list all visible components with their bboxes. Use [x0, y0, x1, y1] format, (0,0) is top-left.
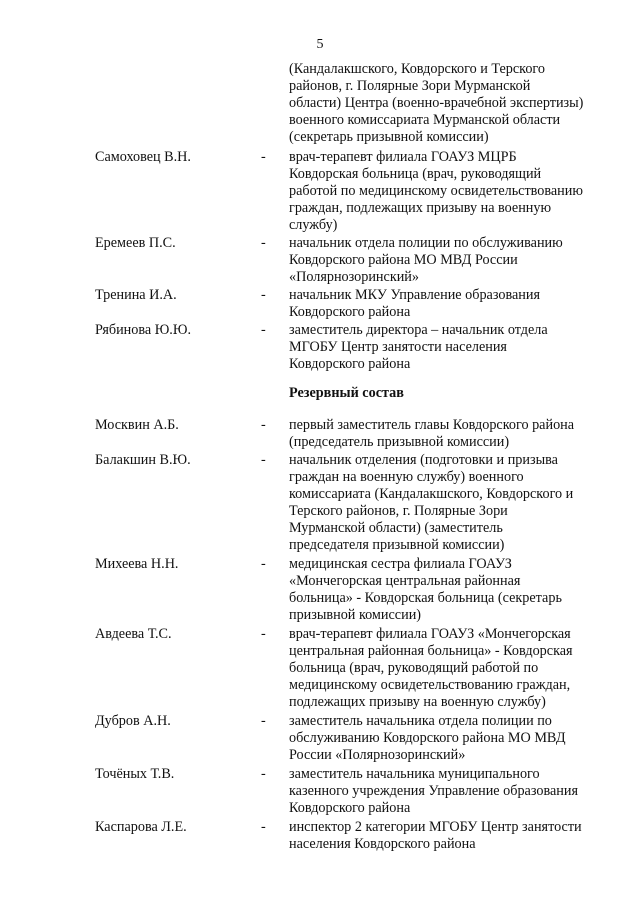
- member-description-line: Ковдорская больница (врач, руководящий: [289, 166, 542, 182]
- reserve-member-description-line: инспектор 2 категории МГОБУ Центр занятости: [289, 819, 582, 835]
- intro-line: области) Центра (военно-врачебной экспертизы): [289, 95, 584, 111]
- member-description-line: службу): [289, 217, 338, 233]
- reserve-member-description-line: заместитель начальника муниципального: [289, 766, 540, 782]
- reserve-member-description-line: начальник отделения (подготовки и призыва: [289, 452, 558, 468]
- reserve-member-description-line: населения Ковдорского района: [289, 836, 476, 852]
- member-name: Рябинова Ю.Ю.: [95, 322, 191, 338]
- member-name: Самоховец В.Н.: [95, 149, 191, 165]
- member-description-line: МГОБУ Центр занятости населения: [289, 339, 507, 355]
- reserve-member-description-line: России «Полярнозоринский»: [289, 747, 466, 763]
- reserve-member-name: Михеева Н.Н.: [95, 556, 179, 572]
- member-description-line: работой по медицинскому освидетельствованию: [289, 183, 583, 199]
- reserve-member-dash: -: [261, 556, 266, 572]
- reserve-member-dash: -: [261, 713, 266, 729]
- intro-line: районов, г. Полярные Зори Мурманской: [289, 78, 531, 94]
- intro-line: (секретарь призывной комиссии): [289, 129, 489, 145]
- reserve-member-dash: -: [261, 417, 266, 433]
- reserve-heading: Резервный состав: [289, 385, 404, 401]
- reserve-member-name: Балакшин В.Ю.: [95, 452, 191, 468]
- member-description-line: начальник отдела полиции по обслуживанию: [289, 235, 563, 251]
- reserve-member-name: Точёных Т.В.: [95, 766, 175, 782]
- reserve-member-description-line: Мурманской области) (заместитель: [289, 520, 503, 536]
- reserve-member-description-line: казенного учреждения Управление образования: [289, 783, 578, 799]
- member-dash: -: [261, 235, 266, 251]
- intro-line: (Кандалакшского, Ковдорского и Терского: [289, 61, 545, 77]
- reserve-member-description-line: призывной комиссии): [289, 607, 422, 623]
- member-dash: -: [261, 287, 266, 303]
- member-description-line: заместитель директора – начальник отдела: [289, 322, 548, 338]
- member-description-line: Ковдорского района: [289, 304, 411, 320]
- reserve-member-dash: -: [261, 626, 266, 642]
- member-description-line: начальник МКУ Управление образования: [289, 287, 540, 303]
- reserve-member-description-line: первый заместитель главы Ковдорского района: [289, 417, 575, 433]
- reserve-member-description-line: подлежащих призыву на военную службу): [289, 694, 546, 710]
- reserve-member-description-line: медицинскому освидетельствованию граждан,: [289, 677, 571, 693]
- member-dash: -: [261, 149, 266, 165]
- member-dash: -: [261, 322, 266, 338]
- member-description-line: врач-терапевт филиала ГОАУЗ МЦРБ: [289, 149, 517, 165]
- reserve-member-description-line: медицинская сестра филиала ГОАУЗ: [289, 556, 512, 572]
- reserve-member-description-line: председателя призывной комиссии): [289, 537, 505, 553]
- reserve-member-description-line: Терского районов, г. Полярные Зори: [289, 503, 508, 519]
- reserve-member-description-line: больница (врач, руководящий работой по: [289, 660, 539, 676]
- reserve-member-description-line: Ковдорского района: [289, 800, 411, 816]
- member-name: Еремеев П.С.: [95, 235, 176, 251]
- reserve-member-description-line: комиссариата (Кандалакшского, Ковдорского и: [289, 486, 574, 502]
- reserve-member-description-line: обслуживанию Ковдорского района МО МВД: [289, 730, 566, 746]
- reserve-member-name: Авдеева Т.С.: [95, 626, 172, 642]
- member-description-line: граждан, подлежащих призыву на военную: [289, 200, 552, 216]
- reserve-member-description-line: (председатель призывной комиссии): [289, 434, 510, 450]
- reserve-member-name: Дубров А.Н.: [95, 713, 171, 729]
- reserve-member-name: Москвин А.Б.: [95, 417, 179, 433]
- reserve-member-name: Каспарова Л.Е.: [95, 819, 187, 835]
- member-description-line: «Полярнозоринский»: [289, 269, 419, 285]
- reserve-member-dash: -: [261, 819, 266, 835]
- intro-line: военного комиссариата Мурманской области: [289, 112, 561, 128]
- member-name: Тренина И.А.: [95, 287, 177, 303]
- page-number: 5: [316, 37, 324, 52]
- reserve-member-description-line: граждан на военную службу) военного: [289, 469, 524, 485]
- reserve-member-description-line: врач-терапевт филиала ГОАУЗ «Мончегорская: [289, 626, 571, 642]
- reserve-member-dash: -: [261, 766, 266, 782]
- reserve-member-description-line: заместитель начальника отдела полиции по: [289, 713, 552, 729]
- reserve-member-description-line: центральная районная больница» - Ковдорская: [289, 643, 573, 659]
- member-description-line: Ковдорского района МО МВД России: [289, 252, 518, 268]
- member-description-line: Ковдорского района: [289, 356, 411, 372]
- reserve-member-dash: -: [261, 452, 266, 468]
- reserve-member-description-line: «Мончегорская центральная районная: [289, 573, 521, 589]
- reserve-member-description-line: больница» - Ковдорская больница (секретарь: [289, 590, 562, 606]
